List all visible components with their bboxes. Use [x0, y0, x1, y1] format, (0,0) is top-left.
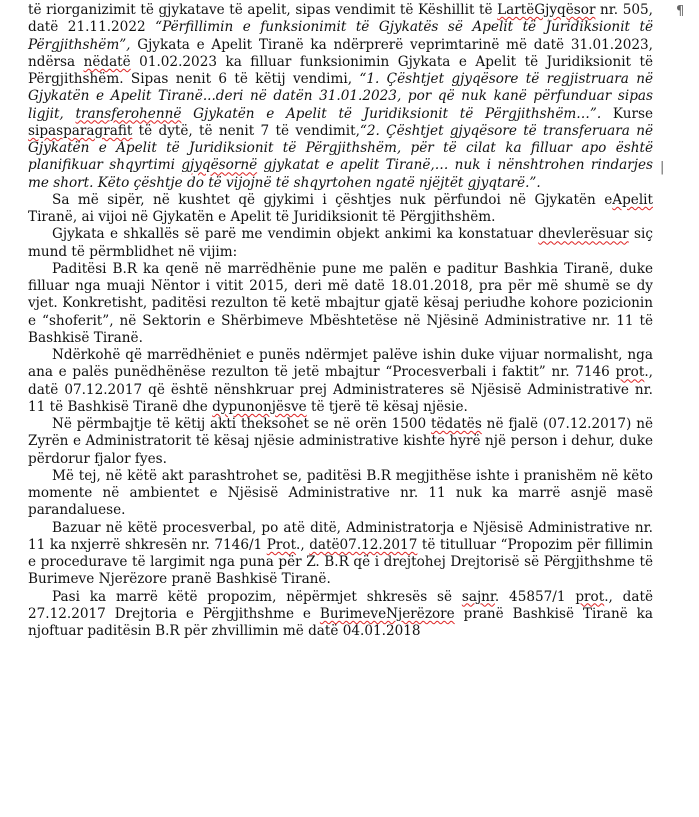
paragraph-dismissal-proposal: Bazuar në këtë procesverbal, po atë ditë, Administratorja e Njësisë Administrative nr. 11 ka nxjerrë shkresën nr. 7146/1 Prot., datë07.12.2017 të titulluar “Propozim për fillimin e procedurave të largimit nga puna për Z. B.R që i drejtohej Drejtorisë së Përgjithshme të Burimeve Njerëzore pranë Bashkisë Tiranë.: [28, 519, 653, 588]
spellcheck-word[interactable]: sajnr: [461, 588, 495, 605]
paragraph-procesverbal: Ndërkohë që marrëdhëniet e punës ndërmjet palëve ishin duke vijuar normalisht, nga ana e palës punëdhënëse rezulton të jetë mbajtur “Procesverbali i faktit” nr. 7146 prot., datë 07.12.2017 që është nënshkruar prej Administrateres së Njësisë Administrative nr. 11 të Bashkisë Tiranë dhe dypunonjësve të tjerë të kësaj njësie.: [28, 347, 653, 415]
paragraph-employment-relation: Paditësi B.R ka qenë në marrëdhënie pune me palën e paditur Bashkia Tiranë, duke filluar nga muaji Nëntor i vitit 2015, deri më datë 18.01.2018, pra për më shumë se dy vjet. Konkretisht, paditësi rezulton të ketë mbajtur gjatë kësaj periudhe kohore pozicionin e “shoferit”, në Sektorin e Shërbimeve Mbështetëse në Njësinë Administrative nr. 11 të Bashkisë Tiranë.: [28, 260, 653, 346]
spellcheck-word[interactable]: prot: [575, 588, 605, 605]
spellcheck-word[interactable]: dypunonjësve: [212, 398, 307, 415]
spellcheck-word[interactable]: nëdatë: [83, 53, 131, 70]
spellcheck-word[interactable]: tëdatës: [431, 416, 482, 432]
spellcheck-word[interactable]: transferohennë: [75, 105, 182, 122]
paragraph-no-preventive-measure: Më tej, në këtë akt parashtrohet se, paditësi B.R megjithëse ishte i pranishëm në këto momente në ambientet e Njësisë Administrative nr. 11 nuk ka marrë asnjë masë parandaluese.: [28, 467, 653, 519]
pilcrow-mark: ¶: [676, 4, 685, 19]
spellcheck-word[interactable]: prot: [615, 364, 645, 381]
paragraph-act-content: Në përmbajtje të këtij akti theksohet se në orën 1500 tëdatës në fjalë (07.12.2017) në Zyrën e Administratorit të kësaj njësie administrative kishte hyrë një person i dehur, duke përdorur fjalor fyes.: [28, 416, 653, 467]
spellcheck-word[interactable]: gjyqësornë: [181, 157, 258, 174]
document-body: [28, 2, 653, 640]
revision-bar: |: [660, 160, 665, 175]
spellcheck-word[interactable]: datë07.12.2017: [309, 536, 418, 553]
spellcheck-word[interactable]: dhevlerësuar: [538, 226, 629, 243]
spellcheck-word[interactable]: BurimeveNjerëzore: [319, 605, 455, 622]
spellcheck-word[interactable]: LartëGjyqësor: [497, 2, 596, 18]
paragraph-first-instance: Gjykata e shkallës së parë me vendimin objekt ankimi ka konstatuar dhevlerësuar siç mund të përmblidhet në vijim:: [28, 226, 653, 260]
paragraph-notification: Pasi ka marrë këtë propozim, nëpërmjet shkresës së sajnr. 45857/1 prot., datë 27.12.2017 Drejtoria e Përgjithshme e BurimeveNjerëzore pranë Bashkisë Tiranë ka njoftuar paditësin B.R për zhvillimin më datë 04.01.2018: [28, 588, 653, 639]
paragraph-apeli-reorganization: të riorganizimit të gjykatave të apelit, sipas vendimit të Këshillit të LartëGjyqësor nr. 505, datë 21.11.2022 “Përfillimin e funksionimit të Gjykatës së Apelit të Juridiksionit të Përgjithshëm”, Gjykata e Apelit Tiranë ka ndërprerë veprimtarinë më datë 31.01.2023, ndërsa nëdatë 01.02.2023 ka filluar funksionimin Gjykata e Apelit të Juridiksionit të Përgjithshëm. Sipas nenit 6 të këtij vendimi, “1. Çështjet gjyqësore të regjistruara në Gjykatën e Apelit Tiranë...deri në datën 31.01.2023, por që nuk kanë përfunduar sipas ligjit, transferohennë Gjykatën e Apelit të Juridiksionit të Përgjithshëm…”. Kurse sipasparagrafit të dytë, të nenit 7 të vendimit,“2. Çështjet gjyqësore të transferuara në Gjykatën e Apelit të Juridiksionit të Përgjithshëm, për të cilat ka filluar apo është planifikuar shqyrtimi gjyqësornë gjykatat e apelit Tiranë,… nuk i nënshtrohen rindarjes me short. Këto çështje do të vijojnë të shqyrtohen ngatë njëjtët gjyqtarë.”.: [28, 2, 654, 191]
spellcheck-word[interactable]: sipasparagrafit: [28, 122, 133, 139]
spellcheck-word[interactable]: Prot: [266, 536, 297, 553]
spellcheck-word[interactable]: Apelit: [612, 191, 653, 208]
paragraph-case-continuation: Sa më sipër, në kushtet që gjykimi i çështjes nuk përfundoi në Gjykatën eApelit Tiranë, ai vijoi në Gjykatën e Apelit të Juridiksionit të Përgjithshëm.: [28, 191, 653, 225]
